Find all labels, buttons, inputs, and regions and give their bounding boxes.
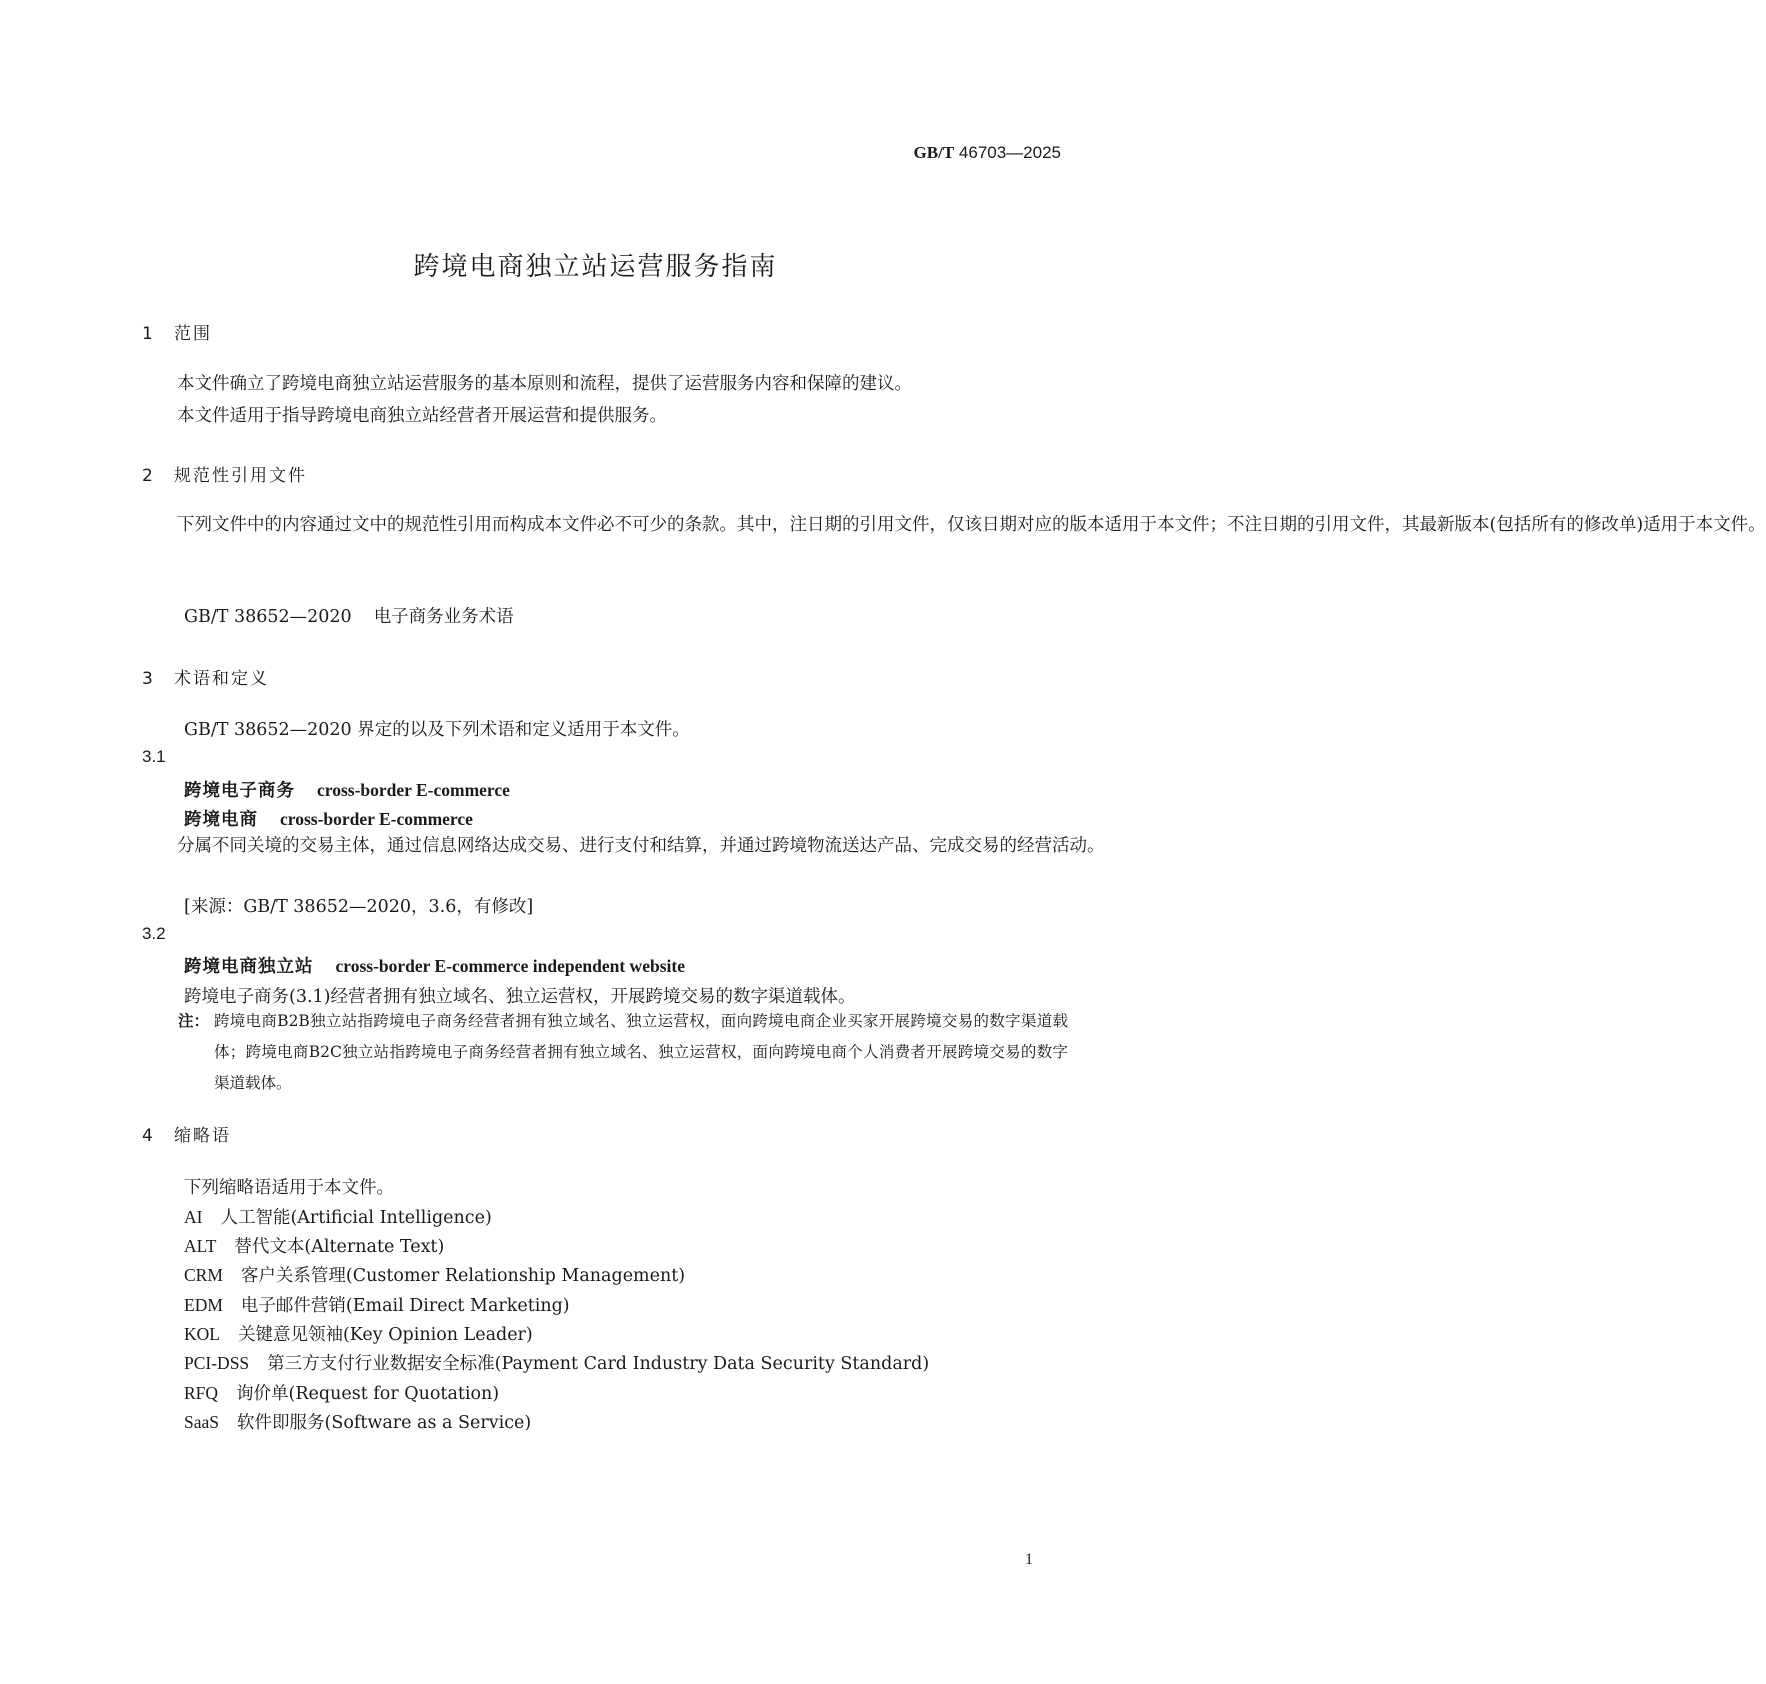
section-title: 术语和定义 xyxy=(174,669,269,689)
clause-number-3-1: 3.1 xyxy=(142,747,166,766)
term-zh: 跨境电商独立站 xyxy=(184,957,314,977)
term-note xyxy=(178,1006,1068,1099)
term-en: cross-border E-commerce xyxy=(280,809,473,829)
term-definition-3-2: 跨境电子商务(3.1)经营者拥有独立域名、独立运营权，开展跨境交易的数字渠道载体。 xyxy=(184,987,856,1007)
abbreviation-item xyxy=(184,1321,533,1346)
reference-code: GB/T 38652—2020 xyxy=(184,607,352,627)
abbreviation: PCI-DSS xyxy=(184,1353,250,1373)
section-number: 4 xyxy=(142,1126,153,1146)
section-title: 规范性引用文件 xyxy=(174,466,307,486)
section-2-body xyxy=(142,509,1766,541)
abbreviation-description: 替代文本(Alternate Text) xyxy=(234,1237,445,1257)
abbreviation-description: 软件即服务(Software as a Service) xyxy=(237,1413,532,1433)
note-text: 跨境电商B2B独立站指跨境电子商务经营者拥有独立域名、独立运营权，面向跨境电商企业买家开展跨境交易的数字渠道载体；跨境电商B2C独立站指跨境电子商务经营者拥有独立域名、独立运营权，面向跨境电商个人消费者开展跨境交易的数字渠道载体。 xyxy=(214,1012,1068,1092)
paragraph: 下列文件中的内容通过文中的规范性引用而构成本文件必不可少的条款。其中，注日期的引用文件，仅该日期对应的版本适用于本文件；不注日期的引用文件，其最新版本(包括所有的修改单)适用于本文件。 xyxy=(177,515,1766,535)
normative-reference xyxy=(184,603,514,628)
abbreviation-item xyxy=(184,1262,685,1287)
section-number: 2 xyxy=(142,466,153,486)
abbreviations-intro: 下列缩略语适用于本文件。 xyxy=(184,1178,394,1198)
term-entry-synonym xyxy=(184,806,473,831)
abbreviation-description: 电子邮件营销(Email Direct Marketing) xyxy=(240,1296,570,1316)
term-zh: 跨境电子商务 xyxy=(184,781,295,801)
clause-number-3-2: 3.2 xyxy=(142,924,166,943)
abbreviation: AI xyxy=(184,1207,203,1227)
note-label: 注： xyxy=(178,1012,210,1030)
abbreviation-item xyxy=(184,1350,929,1375)
section-number: 3 xyxy=(142,669,153,689)
section-heading-4 xyxy=(142,1121,231,1146)
abbreviation-item xyxy=(184,1380,499,1405)
section-heading-2 xyxy=(142,461,307,486)
abbreviation-description: 客户关系管理(Customer Relationship Management) xyxy=(240,1266,686,1286)
abbreviation-description: 人工智能(Artificial Intelligence) xyxy=(220,1208,492,1228)
abbreviation-item xyxy=(184,1233,444,1258)
term-zh: 跨境电商 xyxy=(184,810,258,830)
abbreviation-item xyxy=(184,1204,492,1229)
term-en: cross-border E-commerce xyxy=(317,780,510,800)
paragraph: 本文件确立了跨境电商独立站运营服务的基本原则和流程，提供了运营服务内容和保障的建议。 xyxy=(177,374,912,394)
definition: 分属不同关境的交易主体，通过信息网络达成交易、进行支付和结算，并通过跨境物流送达产品、完成交易的经营活动。 xyxy=(177,836,1105,856)
abbreviation-item xyxy=(184,1409,531,1434)
reference-title: 电子商务业务术语 xyxy=(373,607,514,627)
abbreviation-description: 关键意见领袖(Key Opinion Leader) xyxy=(237,1325,533,1345)
section-title: 缩略语 xyxy=(174,1126,231,1146)
standard-number: 46703—2025 xyxy=(958,143,1061,162)
abbreviation-description: 第三方支付行业数据安全标准(Payment Card Industry Data Security Standard) xyxy=(267,1354,930,1374)
abbreviation: RFQ xyxy=(184,1383,219,1403)
abbreviation: EDM xyxy=(184,1295,223,1315)
section-heading-3 xyxy=(142,664,269,689)
term-entry xyxy=(184,953,685,978)
section-number: 1 xyxy=(142,324,153,344)
document-title: 跨境电商独立站运营服务指南 xyxy=(413,252,778,282)
paragraph: 本文件适用于指导跨境电商独立站经营者开展运营和提供服务。 xyxy=(177,406,667,426)
term-definition-3-1 xyxy=(142,830,1105,862)
standard-prefix: GB/T xyxy=(913,143,955,162)
page-number: 1 xyxy=(1025,1551,1033,1568)
section-heading-1 xyxy=(142,319,212,344)
standard-code xyxy=(914,143,1061,163)
term-entry xyxy=(184,777,510,802)
term-source: [来源：GB/T 38652—2020，3.6，有修改] xyxy=(184,897,534,917)
terms-intro: GB/T 38652—2020 界定的以及下列术语和定义适用于本文件。 xyxy=(184,720,690,740)
abbreviation: KOL xyxy=(184,1324,220,1344)
section-title: 范围 xyxy=(174,324,212,344)
abbreviation-description: 询价单(Request for Quotation) xyxy=(236,1384,500,1404)
abbreviation-item xyxy=(184,1292,570,1317)
term-en: cross-border E-commerce independent website xyxy=(335,956,685,976)
abbreviation: CRM xyxy=(184,1265,223,1285)
abbreviation: SaaS xyxy=(184,1412,219,1432)
section-1-body xyxy=(142,368,1062,432)
abbreviation: ALT xyxy=(184,1236,217,1256)
